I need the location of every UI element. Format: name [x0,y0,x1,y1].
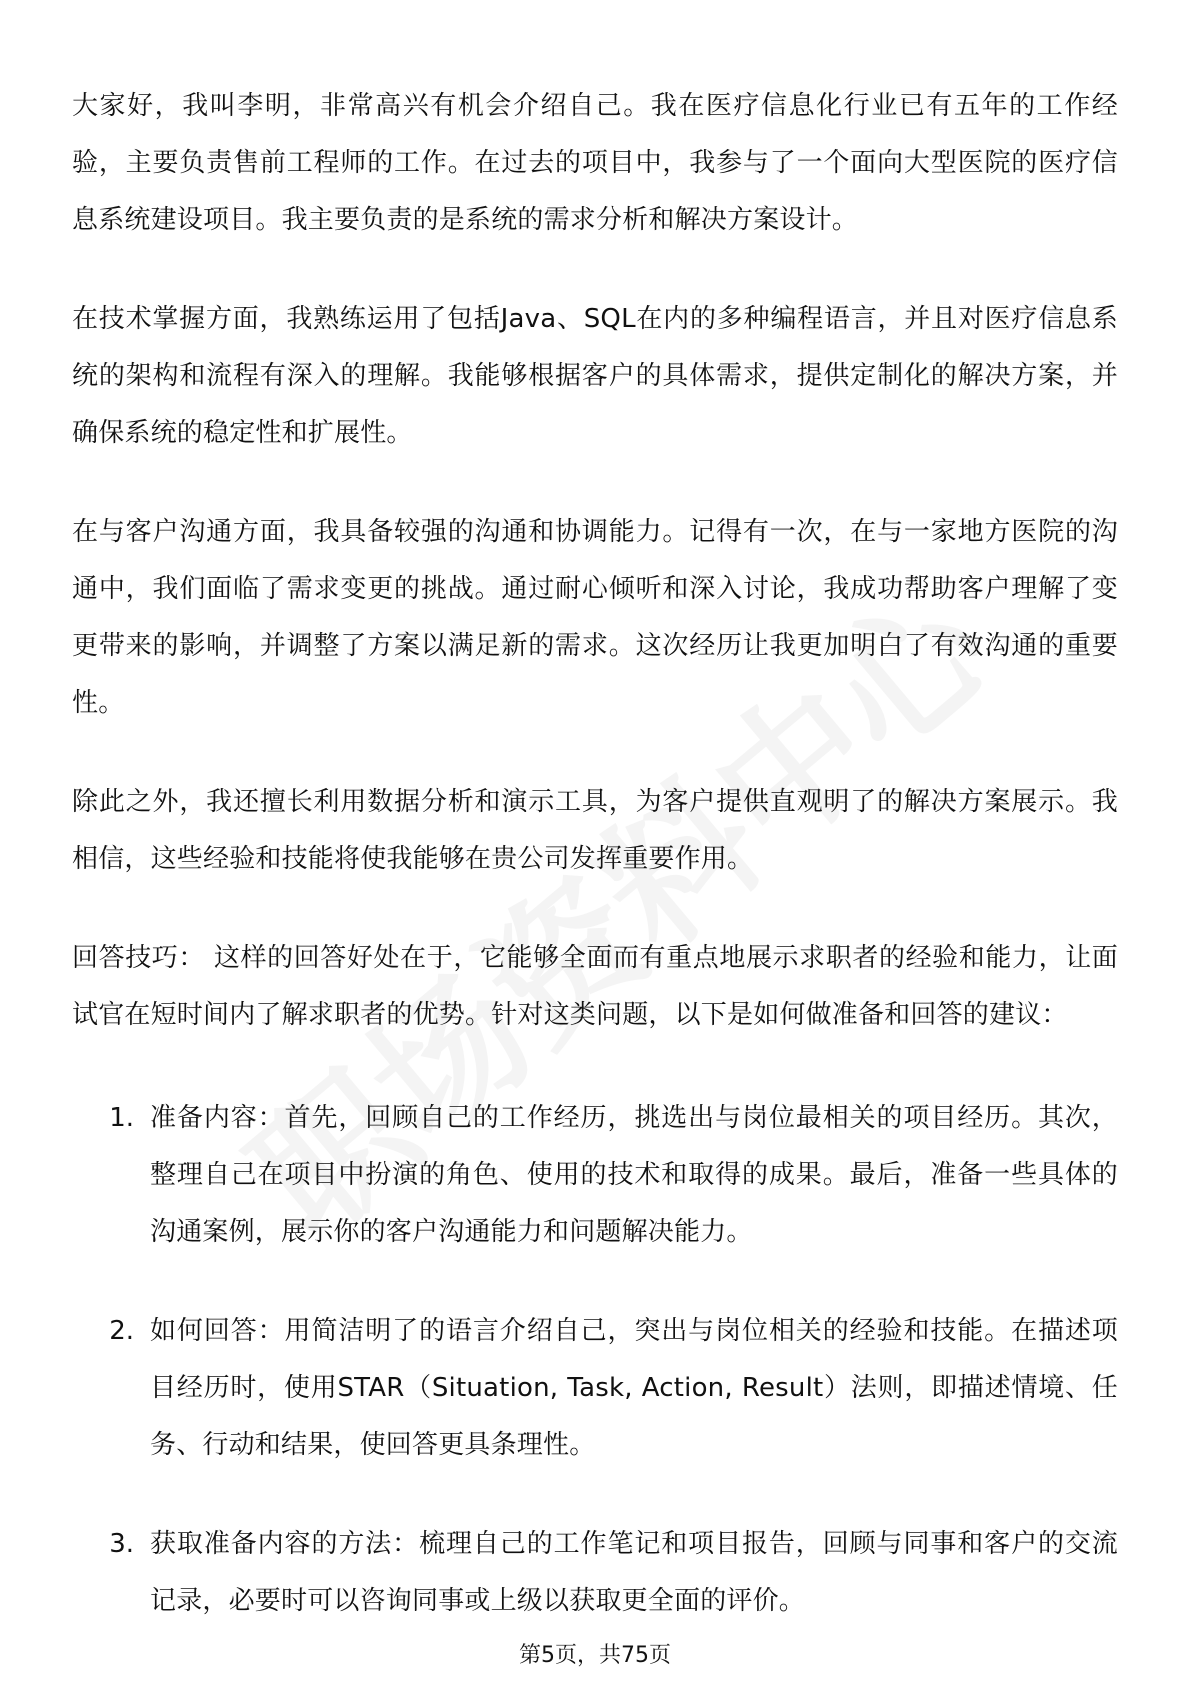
paragraph-communication: 在与客户沟通方面，我具备较强的沟通和协调能力。记得有一次，在与一家地方医院的沟通中，我们面临了需求变更的挑战。通过耐心倾听和深入讨论，我成功帮助客户理解了变更带来的影响，并调整了方案以满足新的需求。这次经历让我更加明白了有效沟通的重要性。 [72,517,1118,718]
list-item [72,1516,1118,1630]
list-item [72,1303,1118,1474]
list-number: 1. [109,1103,134,1133]
paragraph-intro: 大家好，我叫李明，非常高兴有机会介绍自己。我在医疗信息化行业已有五年的工作经验，主要负责售前工程师的工作。在过去的项目中，我参与了一个面向大型医院的医疗信息系统建设项目。我主要负责的是系统的需求分析和解决方案设计。 [72,91,1118,235]
list-text: 如何回答：用简洁明了的语言介绍自己，突出与岗位相关的经验和技能。在描述项目经历时，使用STAR（Situation, Task, Action, Result）法则，即描述情境、任务、行动和结果，使回答更具条理性。 [150,1316,1118,1460]
list-item [72,1090,1118,1261]
advice-list [72,1090,1118,1630]
list-number: 3. [109,1529,134,1559]
list-number: 2. [109,1316,134,1346]
list-text: 获取准备内容的方法：梳理自己的工作笔记和项目报告，回顾与同事和客户的交流记录，必要时可以咨询同事或上级以获取更全面的评价。 [150,1529,1118,1616]
paragraph-extra: 除此之外，我还擅长利用数据分析和演示工具，为客户提供直观明了的解决方案展示。我相信，这些经验和技能将使我能够在贵公司发挥重要作用。 [72,787,1118,874]
page-footer: 第5页，共75页 [519,1643,671,1668]
paragraph-tips: 回答技巧： 这样的回答好处在于，它能够全面而有重点地展示求职者的经验和能力，让面试官在短时间内了解求职者的优势。针对这类问题，以下是如何做准备和回答的建议： [72,943,1118,1030]
paragraph-tech: 在技术掌握方面，我熟练运用了包括Java、SQL在内的多种编程语言，并且对医疗信息系统的架构和流程有深入的理解。我能够根据客户的具体需求，提供定制化的解决方案，并确保系统的稳定性和扩展性。 [72,304,1118,448]
document-body [72,78,1118,1672]
list-text: 准备内容：首先，回顾自己的工作经历，挑选出与岗位最相关的项目经历。其次，整理自己在项目中扮演的角色、使用的技术和取得的成果。最后，准备一些具体的沟通案例，展示你的客户沟通能力和问题解决能力。 [150,1103,1118,1247]
